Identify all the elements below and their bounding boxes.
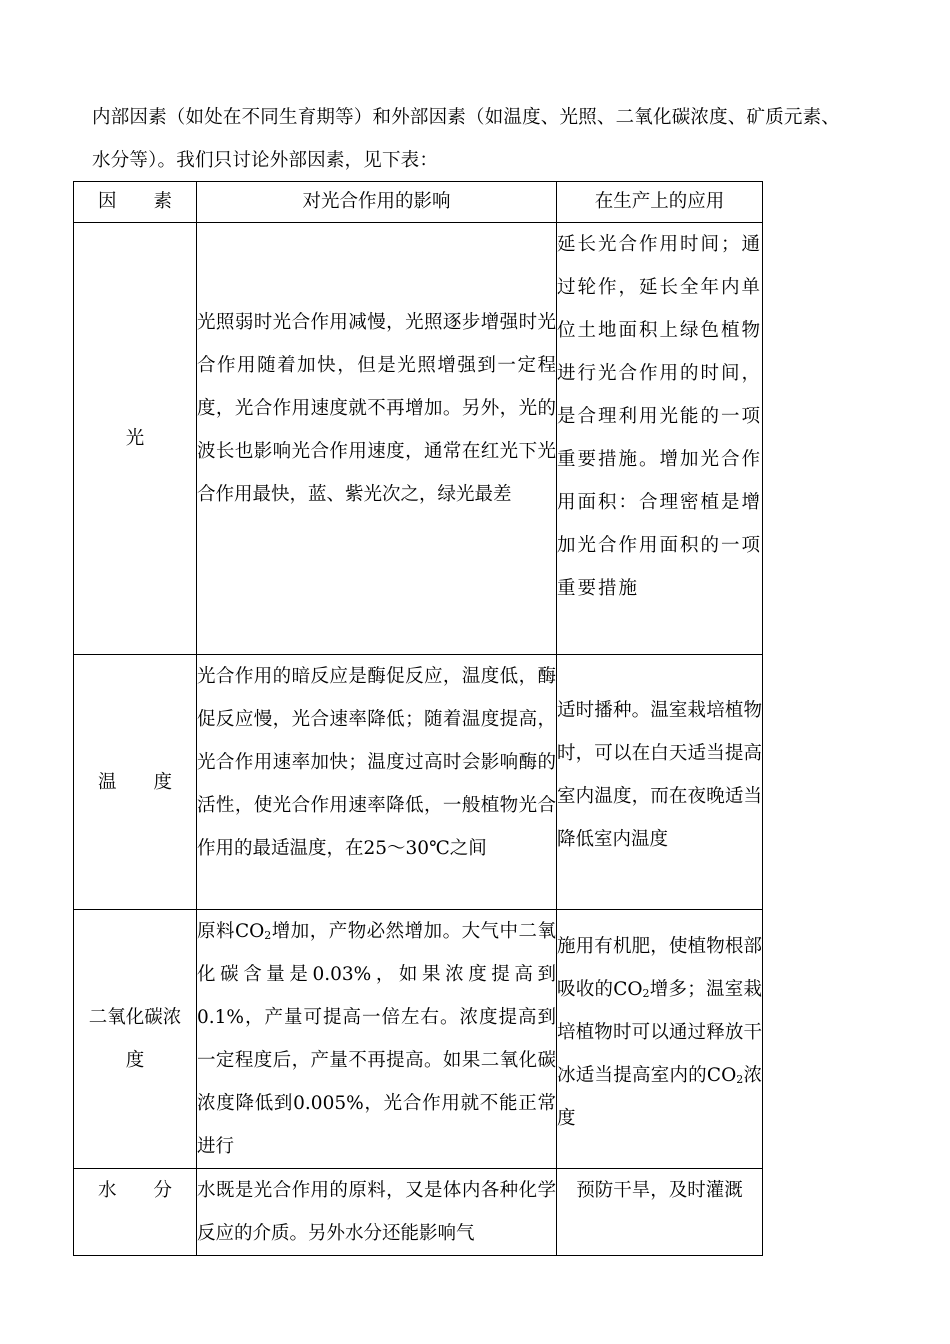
- effect-cell-co2: [197, 910, 557, 1169]
- effect-co2-subscript: 2: [264, 929, 272, 942]
- effect-cell-light: 光照弱时光合作用减慢，光照逐步增强时光合作用随着加快，但是光照增强到一定程度，光合作用速度就不再增加。另外，光的波长也影响光合作用速度，通常在红光下光合作用最快，蓝、紫光次之，绿光最差: [197, 223, 557, 655]
- table-row-temperature: [74, 655, 763, 910]
- application-cell-water: 预防干旱，及时灌溉: [557, 1169, 763, 1256]
- photosynthesis-factors-table: [73, 181, 763, 1256]
- intro-line-2: 水分等）。我们只讨论外部因素，见下表：: [92, 150, 439, 171]
- effect-cell-temperature: 光合作用的暗反应是酶促反应，温度低，酶促反应慢，光合速率降低；随着温度提高，光合作用速率加快；温度过高时会影响酶的活性，使光合作用速率降低，一般植物光合作用的最适温度，在25～30℃之间: [197, 655, 557, 910]
- app-co2-text-b: 增多；温室栽培植物时可以通过释放干冰适当提高室内的CO: [557, 978, 762, 1086]
- table-header-row: [74, 182, 763, 223]
- factor-cell-water: 水 分: [74, 1169, 197, 1256]
- factor-cell-co2: 二氧化碳浓度: [74, 910, 197, 1169]
- intro-line-1: 内部因素（如处在不同生育期等）和外部因素（如温度、光照、二氧化碳浓度、矿质元素、: [92, 107, 841, 128]
- header-application: 在生产上的应用: [557, 182, 763, 223]
- factor-cell-temperature: 温 度: [74, 655, 197, 910]
- table-row-light: [74, 223, 763, 655]
- application-cell-temperature: 适时播种。温室栽培植物时，可以在白天适当提高室内温度，而在夜晚适当降低室内温度: [557, 655, 763, 910]
- effect-co2-text-b: 增加，产物必然增加。大气中二氧化碳含量是0.03%，如果浓度提高到0.1%，产量可提高一倍左右。浓度提高到一定程度后，产量不再提高。如果二氧化碳浓度降低到0.005%，光合作用就不能正常进行: [197, 921, 556, 1157]
- app-co2-text-c: 浓度: [557, 1064, 762, 1129]
- app-co2-subscript-2: 2: [736, 1072, 744, 1086]
- app-co2-subscript-1: 2: [642, 986, 650, 1000]
- application-cell-co2: [557, 910, 763, 1169]
- effect-cell-water: 水既是光合作用的原料，又是体内各种化学反应的介质。另外水分还能影响气: [197, 1169, 557, 1256]
- application-cell-light: 延长光合作用时间；通过轮作，延长全年内单位土地面积上绿色植物进行光合作用的时间，是合理利用光能的一项重要措施。增加光合作用面积：合理密植是增加光合作用面积的一项重要措施: [557, 223, 763, 655]
- header-factor: 因 素: [74, 182, 197, 223]
- table-row-co2: [74, 910, 763, 1169]
- factor-cell-light: 光: [74, 223, 197, 655]
- app-co2-text-a: 施用有机肥，使植物根部吸收的CO: [557, 935, 762, 1000]
- intro-paragraph: [92, 96, 872, 182]
- header-effect: 对光合作用的影响: [197, 182, 557, 223]
- effect-co2-text-a: 原料CO: [197, 921, 265, 942]
- table-row-water: [74, 1169, 763, 1256]
